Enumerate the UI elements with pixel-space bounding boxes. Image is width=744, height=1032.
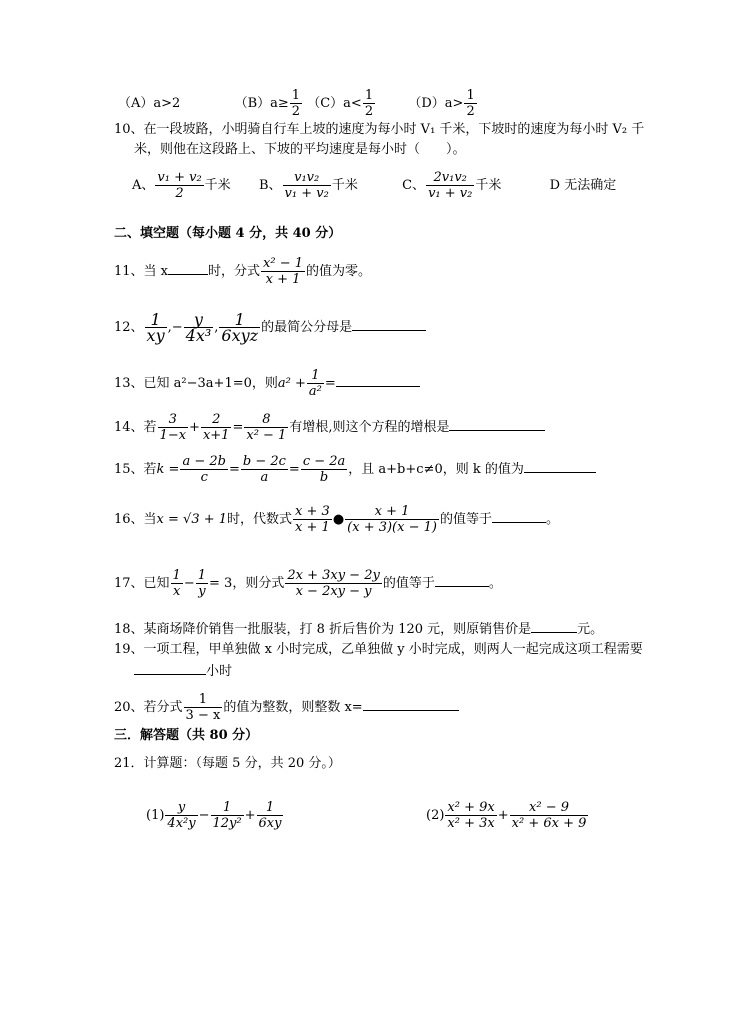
q18: 18、某商场降价销售一批服装，打 8 折后售价为 120 元，则原销售价是 元。: [114, 622, 604, 637]
q20: 20、若分式 $\frac{1}{3 - x}$ 的值为整数，则整数 x=: [114, 692, 459, 723]
q14: 14、若 $\frac{3}{1-x}$ + $\frac{2}{x+1}$ = $\frac{8}{\text{x² − 1}}$ 有增根,则这个方程的增根是: [114, 412, 545, 443]
q12: 12、 $\frac{1}{xy}$ ,− $\frac{y}{\text{4x³}}$ , 1 6xyz 的最简公分母是: [114, 312, 426, 343]
q11: 11、当 x 时，分式 $\frac{\text{x² − 1}}{x + 1}$ 的值为零。: [114, 256, 372, 287]
q19-line1: 19、一项工程，甲单独做 x 小时完成，乙单独做 y 小时完成，则两人一起完成这项工程需要: [114, 642, 643, 657]
q13: 13、已知 a²−3a+1=0，则a² + $\frac{1}{\text{a²}}$ =: [114, 368, 420, 399]
q16-blank[interactable]: [492, 510, 546, 523]
q17: 17、已知 $\frac{1}{x}$ − $\frac{1}{y}$ = 3，则分式 $\frac{2x + 3xy - 2y}{x - 2xy - y}$ 的值等于 。: [114, 568, 502, 599]
q18-blank[interactable]: [531, 620, 577, 633]
q10-option-d: D 无法确定: [549, 178, 617, 193]
q21-part1: (1) $\frac{y}{\text{4x²y}}$ − $\frac{1}{\text{12y²}}$ + $\frac{1}{6xy}$: [146, 800, 282, 831]
q10-line2: 米，则他在这段路上、下坡的平均速度是每小时（ ）。: [134, 142, 466, 157]
q20-blank[interactable]: [363, 698, 459, 711]
q9-option-a: （A）a>2: [118, 96, 181, 111]
q10-option-c: C、 $\frac{\text{2v₁v₂}}{\text{v₁ + v₂}}$ 千米: [402, 170, 502, 201]
q19-blank[interactable]: [134, 662, 206, 675]
q16: 16、当x = √3 + 1时，代数式 $\frac{x + 3}{x + 1}$ ● $\frac{x + 1}{(x + 3)(x - 1)}$ 的值等于 。: [114, 504, 559, 535]
q15-blank[interactable]: [524, 460, 596, 473]
q21-title: 21．计算题：（每题 5 分，共 20 分。）: [114, 756, 341, 771]
q10-line1: 10、在一段坡路，小明骑自行车上坡的速度为每小时 V₁ 千米，下坡时的速度为每小时 V₂ 千: [114, 122, 645, 137]
q9-option-d: （D）a> $\frac{1}{2}$: [408, 88, 475, 119]
q13-blank[interactable]: [336, 374, 420, 387]
q9-option-b: （B）a≥ $\frac{1}{2}$: [234, 88, 301, 119]
q10-options: [132, 170, 616, 201]
section2-title: 二、填空题（每小题 4 分，共 40 分）: [114, 226, 342, 241]
q19-line2: 小时: [134, 662, 232, 680]
q15: 15、若k = $\frac{a - 2b}{c}$ = $\frac{b - 2c}{a}$ = $\frac{c - 2a}{b}$ ，且 a+b+c≠0，则 k 的值为: [114, 454, 596, 485]
q14-blank[interactable]: [449, 418, 545, 431]
q17-blank[interactable]: [435, 574, 489, 587]
q9-options: [118, 88, 478, 119]
section3-title: 三．解答题（共 80 分）: [114, 728, 259, 743]
q11-blank[interactable]: [168, 262, 208, 275]
q9-option-c: （C）a< $\frac{1}{2}$: [307, 88, 374, 119]
q10-option-b: B、 $\frac{\text{v₁v₂}}{\text{v₁ + v₂}}$ 千米: [258, 170, 358, 201]
q10-option-a: A、 $\frac{\text{v₁ + v₂}}{2}$ 千米: [132, 170, 231, 201]
q21-part2: (2) $\frac{\text{x² + 9x}}{\text{x² + 3x}}$ + $\frac{\text{x² − 9}}{\text{x² + 6x + 9}}$: [426, 800, 587, 831]
q12-blank[interactable]: [352, 318, 426, 331]
